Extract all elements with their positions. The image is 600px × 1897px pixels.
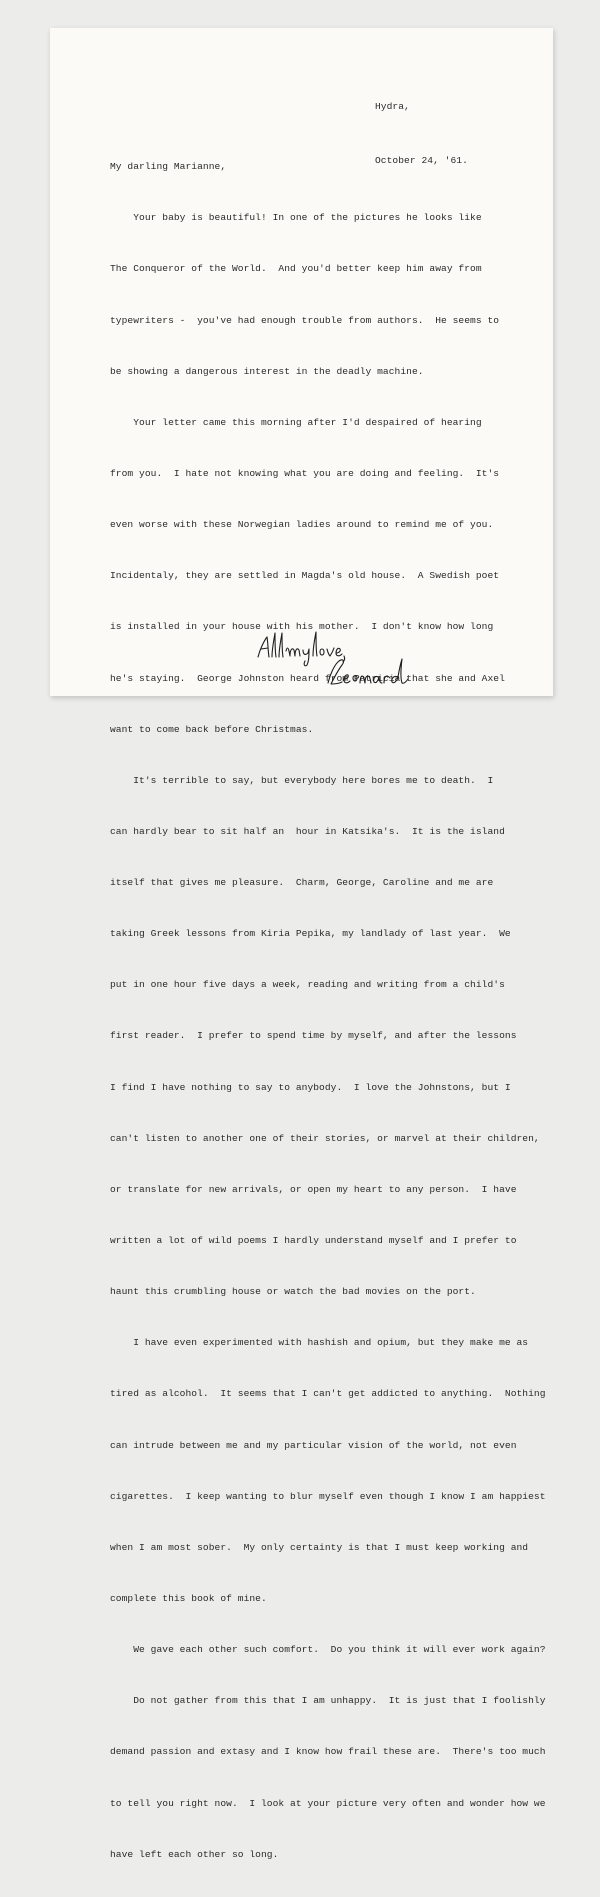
body-line: Incidentaly, they are settled in Magda's old house. A Swedish poet — [110, 570, 500, 582]
body-line: is installed in your house with his mother. I don't know how long — [110, 621, 494, 633]
body-line: first reader. I prefer to spend time by myself, and after the lessons — [110, 1030, 517, 1042]
body-line: cigarettes. I keep wanting to blur myself even though I know I am happiest — [110, 1490, 546, 1502]
signature-stroke — [353, 676, 357, 681]
closing-stroke — [336, 648, 342, 655]
body-line: I have even experimented with hashish and opium, but they make me as — [110, 1337, 529, 1349]
body-line: even worse with these Norwegian ladies around to remind me of you. — [110, 519, 494, 531]
closing-stroke — [286, 648, 300, 656]
signature-stroke — [392, 659, 408, 683]
signature-stroke — [384, 676, 390, 683]
body-line: demand passion and extasy and I know how frail these are. There's too much — [110, 1746, 546, 1758]
body-line: want to come back before Christmas. — [110, 723, 314, 735]
signature-stroke — [344, 675, 350, 683]
body-line: The Conqueror of the World. And you'd better keep him away from — [110, 263, 482, 275]
body-line: It's terrible to say, but everybody here bores me to death. I — [110, 774, 494, 786]
closing-stroke — [303, 649, 309, 666]
body-line: I find I have nothing to say to anybody. I love the Johnstons, but I — [110, 1081, 511, 1093]
body-line: have left each other so long. — [110, 1848, 279, 1860]
signature-stroke — [328, 660, 343, 684]
body-line: be showing a dangerous interest in the deadly machine. — [110, 365, 424, 377]
body-line: haunt this crumbling house or watch the bad movies on the port. — [110, 1286, 476, 1298]
body-line: can hardly bear to sit half an hour in Katsika's. It is the island — [110, 825, 505, 837]
body-line: from you. I hate not knowing what you are doing and feeling. It's — [110, 467, 500, 479]
closing-stroke — [258, 637, 269, 657]
closing-stroke — [279, 633, 283, 657]
body-line: to tell you right now. I look at your picture very often and wonder how we — [110, 1797, 546, 1809]
letter-page — [50, 28, 553, 1860]
body-line: itself that gives me pleasure. Charm, George, Caroline and me are — [110, 877, 494, 889]
body-line: can intrude between me and my particular vision of the world, not even — [110, 1439, 517, 1451]
letter-body — [110, 124, 546, 1897]
signature-stroke — [374, 676, 382, 683]
body-line: Your letter came this morning after I'd despaired of hearing — [110, 416, 482, 428]
closing-stroke — [320, 649, 324, 655]
letter-date: October 24, '61. — [375, 155, 468, 166]
body-line: put in one hour five days a week, reading and writing from a child's — [110, 979, 505, 991]
body-line: complete this book of mine. — [110, 1593, 267, 1605]
closing-stroke — [272, 633, 276, 657]
handwritten-signature — [250, 623, 420, 693]
body-line: or translate for new arrivals, or open my heart to any person. I have — [110, 1183, 517, 1195]
letter-place: Hydra, — [375, 101, 410, 112]
closing-stroke — [313, 632, 317, 656]
body-line: Your baby is beautiful! In one of the pictures he looks like — [110, 212, 482, 224]
body-line: typewriters - you've had enough trouble from authors. He seems to — [110, 314, 500, 326]
body-line: written a lot of wild poems I hardly understand myself and I prefer to — [110, 1235, 517, 1247]
body-line: tired as alcohol. It seems that I can't get addicted to anything. Nothing — [110, 1388, 546, 1400]
body-line: We gave each other such comfort. Do you think it will ever work again? — [110, 1644, 546, 1656]
salutation: My darling Marianne, — [110, 161, 227, 173]
signature-stroke — [360, 676, 371, 683]
body-line: when I am most sober. My only certainty is that I must keep working and — [110, 1541, 529, 1553]
body-line: he's staying. George Johnston heard from Patricia that she and Axel — [110, 672, 505, 684]
body-line: can't listen to another one of their stories, or marvel at their children, — [110, 1132, 540, 1144]
body-line: Do not gather from this that I am unhappy. It is just that I foolishly — [110, 1695, 546, 1707]
body-line: taking Greek lessons from Kiria Pepika, my landlady of last year. We — [110, 928, 511, 940]
closing-stroke — [327, 648, 334, 656]
